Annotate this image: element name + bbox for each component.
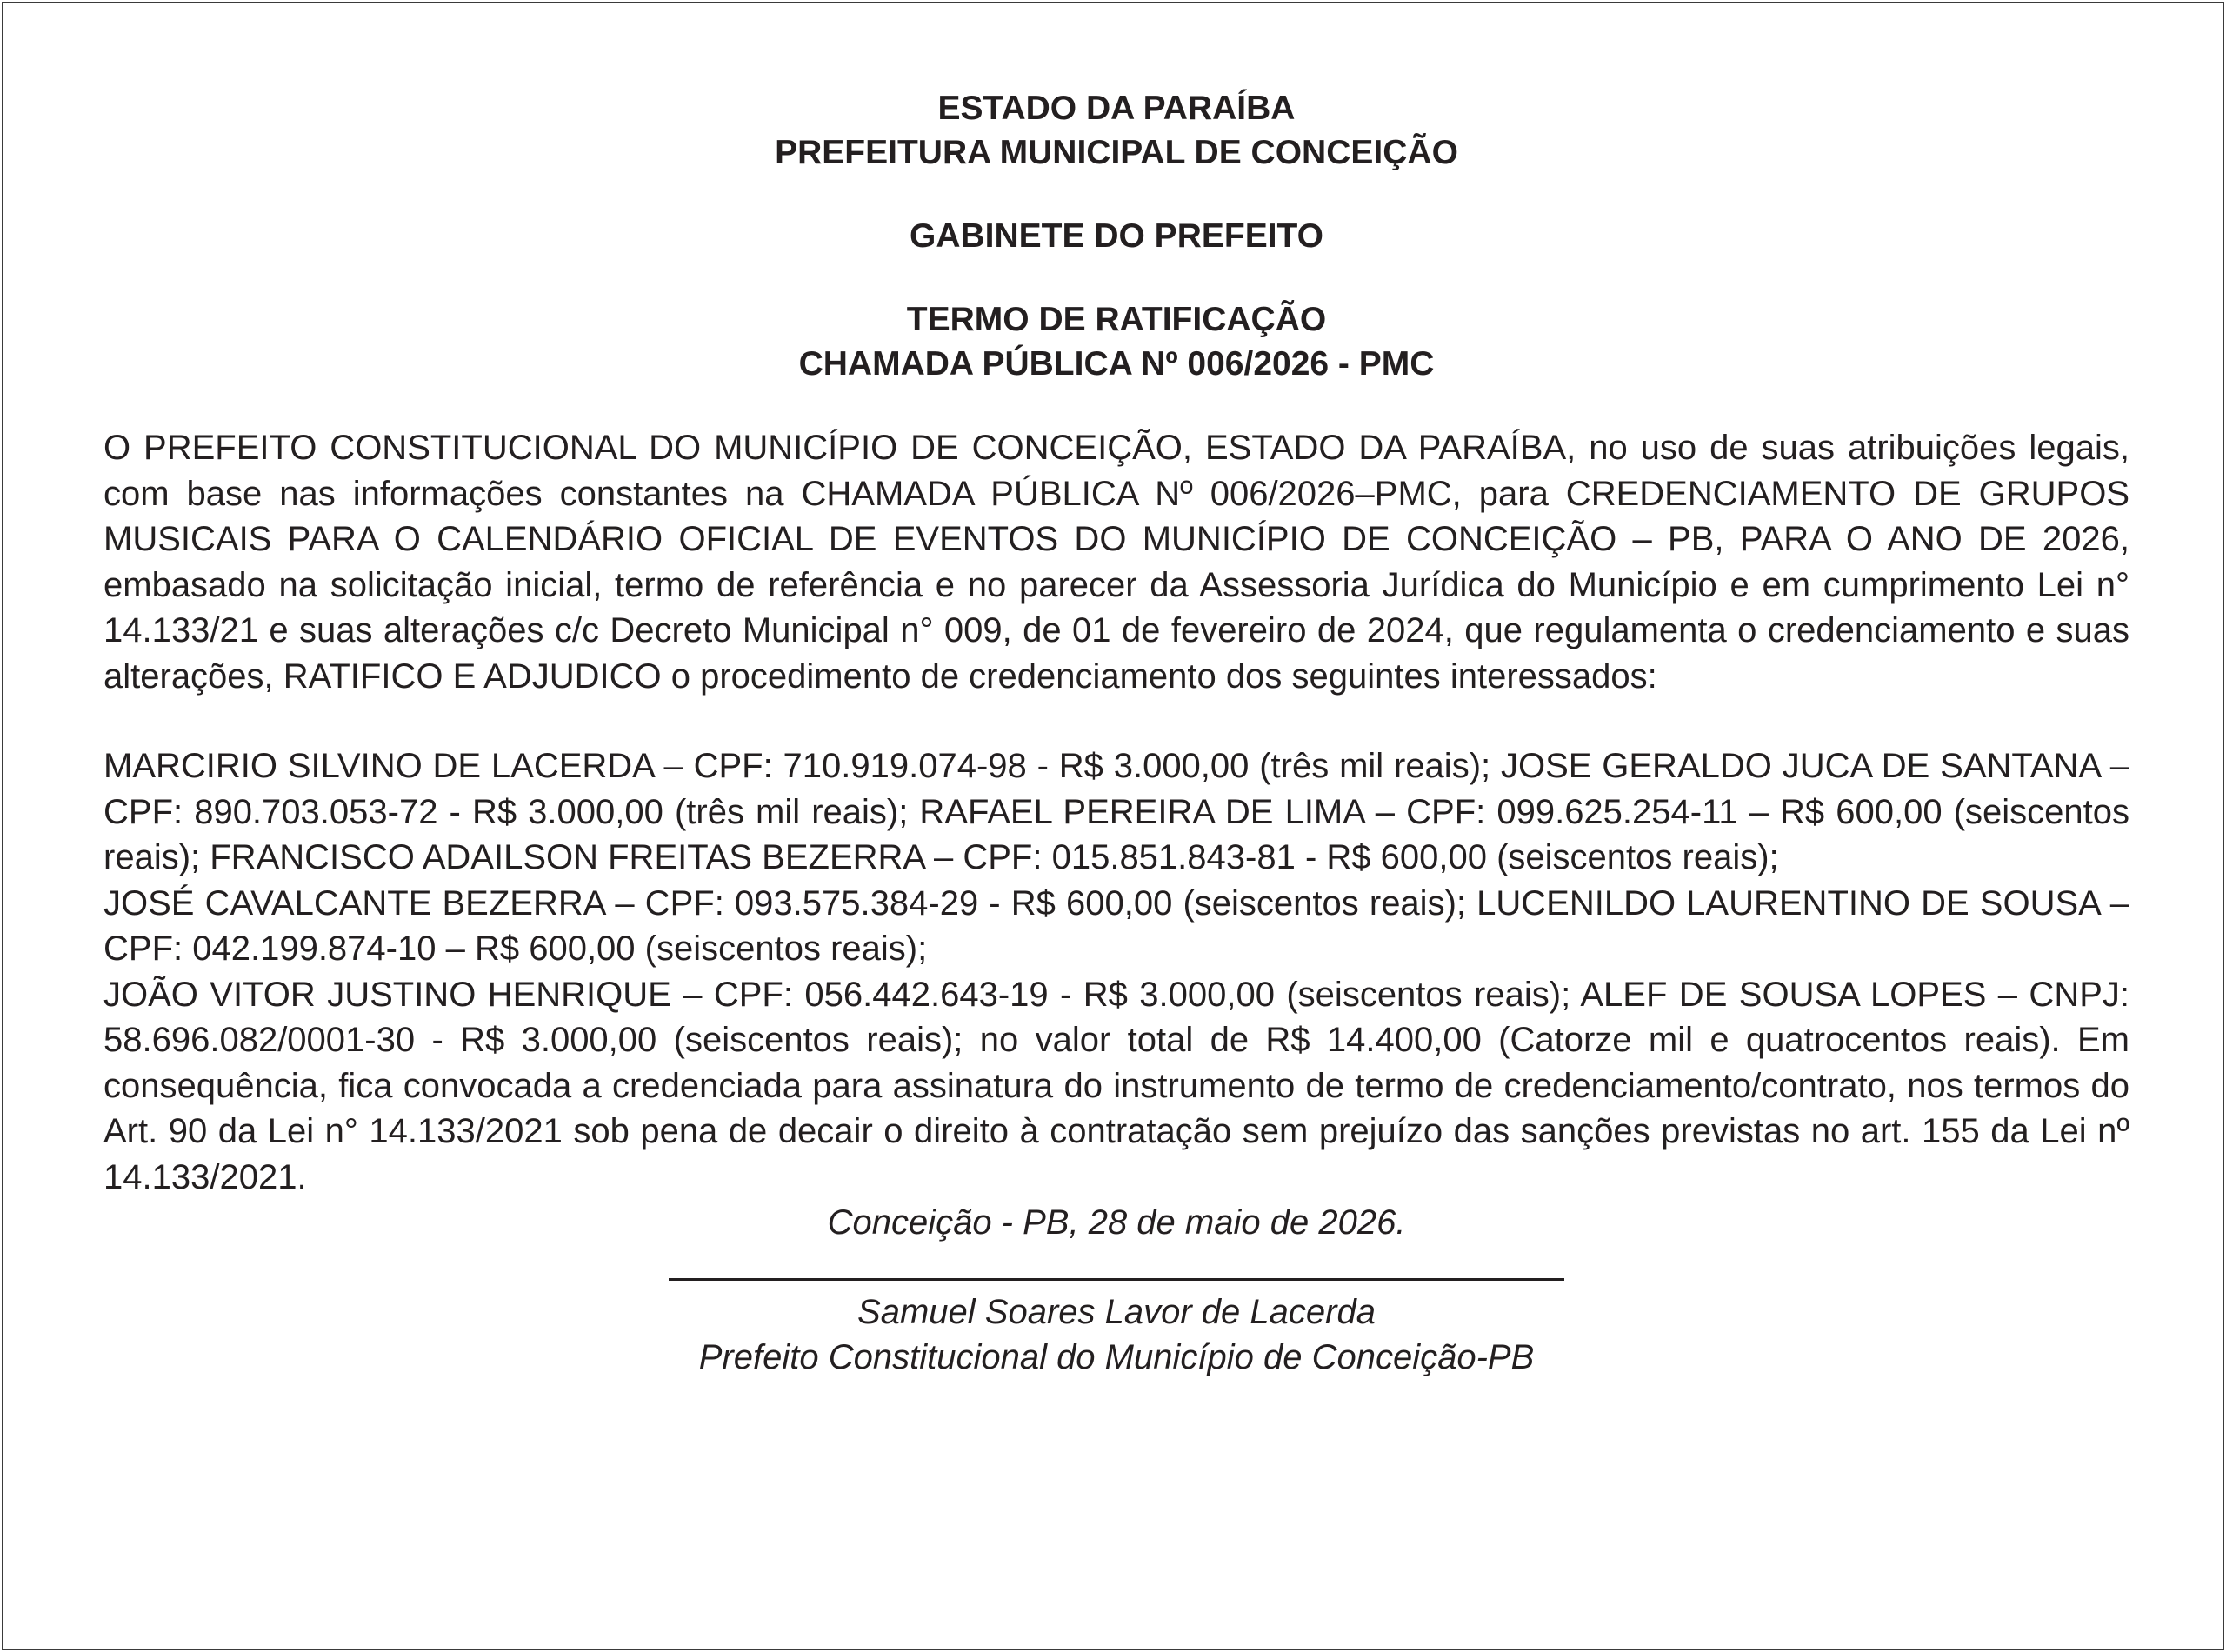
signer-title: Prefeito Constitucional do Município de Conceição-PB xyxy=(698,1338,1535,1376)
document-subtitle: CHAMADA PÚBLICA Nº 006/2026 - PMC xyxy=(798,345,1435,383)
credentialed-list-paragraph-2: JOSÉ CAVALCANTE BEZERRA – CPF: 093.575.384-29 - R$ 600,00 (seiscentos reais); LUCENILDO LAURENTINO DE SOUSA – CPF: 042.199.874-10 – R$ 600,00 (seiscentos reais); xyxy=(103,883,2129,968)
document-header xyxy=(103,86,2129,386)
signer-name: Samuel Soares Lavor de Lacerda xyxy=(857,1293,1376,1331)
credentialed-list-paragraph-1: MARCIRIO SILVINO DE LACERDA – CPF: 710.919.074-98 - R$ 3.000,00 (três mil reais); JOSE GERALDO JUCA DE SANTANA – CPF: 890.703.053-72 - R$ 3.000,00 (três mil reais); RAFAEL PEREIRA DE LIMA – CPF: 099.625.254-11 – R$ 600,00 (seiscentos reais); FRANCISCO ADAILSON FREITAS BEZERRA – CPF: 015.851.843-81 - R$ 600,00 (seiscentos reais); xyxy=(103,747,2129,876)
document-title: TERMO DE RATIFICAÇÃO xyxy=(906,301,1327,338)
document-body xyxy=(103,425,2129,1200)
document-frame xyxy=(2,2,2224,1650)
office-heading: GABINETE DO PREFEITO xyxy=(910,217,1323,255)
document-closing xyxy=(103,1200,2129,1380)
document-content xyxy=(103,86,2129,1380)
credentialed-list-paragraph-3: JOÃO VITOR JUSTINO HENRIQUE – CPF: 056.442.643-19 - R$ 3.000,00 (seiscentos reais); ALEF DE SOUSA LOPES – CNPJ: 58.696.082/0001-30 - R$ 3.000,00 (seiscentos reais); no valor total de R$ 14.400,00 (Catorze mil e quatrocentos reais). Em consequência, fica convocada a credenciada para assinatura do instrumento de termo de credenciamento/contrato, nos termos do Art. 90 da Lei n° 14.133/2021 sob pena de decair o direito à contratação sem prejuízo das sanções previstas no art. 155 da Lei nº 14.133/2021. xyxy=(103,975,2129,1196)
state-heading: ESTADO DA PARAÍBA xyxy=(937,90,1296,127)
ratification-paragraph: O PREFEITO CONSTITUCIONAL DO MUNICÍPIO DE CONCEIÇÃO, ESTADO DA PARAÍBA, no uso de suas atribuições legais, com base nas informações constantes na CHAMADA PÚBLICA Nº 006/2026–PMC, para CREDENCIAMENTO DE GRUPOS MUSICAIS PARA O CALENDÁRIO OFICIAL DE EVENTOS DO MUNICÍPIO DE CONCEIÇÃO – PB, PARA O ANO DE 2026, embasado na solicitação inicial, termo de referência e no parecer da Assessoria Jurídica do Município e em cumprimento Lei n° 14.133/21 e suas alterações c/c Decreto Municipal n° 009, de 01 de fevereiro de 2024, que regulamenta o credenciamento e suas alterações, RATIFICO E ADJUDICO o procedimento de credenciamento dos seguintes interessados: xyxy=(103,429,2129,696)
signature-line xyxy=(669,1278,1564,1281)
municipality-heading: PREFEITURA MUNICIPAL DE CONCEIÇÃO xyxy=(775,134,1458,171)
place-date: Conceição - PB, 28 de maio de 2026. xyxy=(827,1203,1406,1242)
